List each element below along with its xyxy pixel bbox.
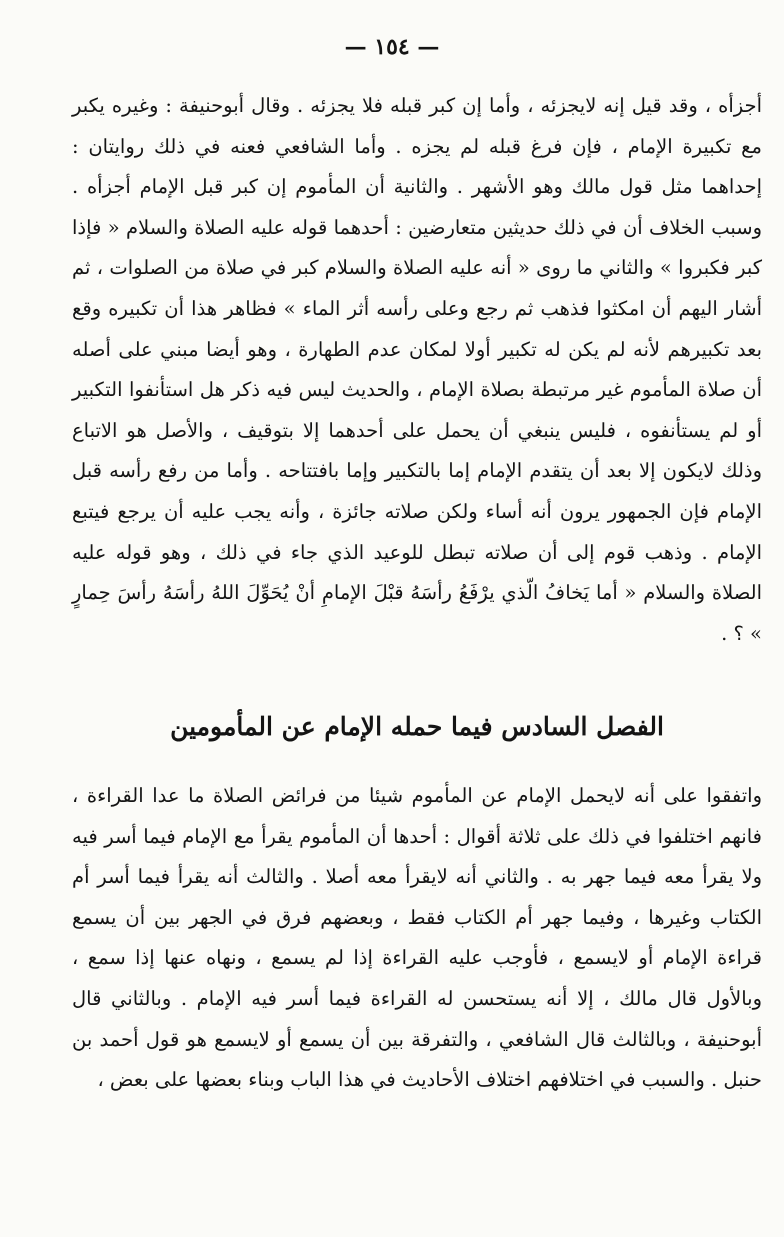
paragraph-1: أجزأه ، وقد قيل إنه لايجزئه ، وأما إن كبر قبله فلا يجزئه . وقال أبوحنيفة : وغيره يكبر مع تكبيرة الإمام ، فإن فرغ قبله لم يجزه . وأما الشافعي فعنه في ذلك روايتان : إحداهما مثل قول مالك وهو الأشهر . والثانية أن المأموم إن كبر قبل الإمام أجزأه . وسبب الخلاف أن في ذلك حديثين متعارضين : أحدهما قوله عليه الصلاة والسلام « فإذا كبر فكبروا » والثاني ما روى « أنه عليه الصلاة والسلام كبر في صلاة من الصلوات ، ثم أشار اليهم أن امكثوا فذهب ثم رجع وعلى رأسه أثر الماء » فظاهر هذا أن تكبيره وقع بعد تكبيرهم لأنه لم يكن له تكبير أولا لمكان عدم الطهارة ، وهو أيضا مبني على أصله أن صلاة المأموم غير مرتبطة بصلاة الإمام ، والحديث ليس فيه ذكر هل استأنفوا التكبير أو لم يستأنفوه ، فليس ينبغي أن يحمل على أحدهما إلا بتوقيف ، والأصل هو الاتباع وذلك لايكون إلا بعد أن يتقدم الإمام إما بالتكبير وإما بافتتاحه . وأما من رفع رأسه قبل الإمام فإن الجمهور يرون أنه أساء ولكن صلاته جائزة ، وأنه يجب عليه أن يرجع فيتبع الإمام . وذهب قوم إلى أن صلاته تبطل للوعيد الذي جاء في ذلك ، وهو قوله عليه الصلاة والسلام « أما يَخافُ الّذي يرْفَعُ رأسَهُ قبْلَ الإمامِ أنْ يُحَوِّلَ اللهُ رأسَهُ رأسَ حِمارٍ » ؟ . [72,94,762,645]
paragraph-2: واتفقوا على أنه لايحمل الإمام عن المأموم شيئا من فرائض الصلاة ما عدا القراءة ، فانهم اختلفوا في ذلك على ثلاثة أقوال : أحدها أن المأموم يقرأ مع الإمام فيما أسر فيه ولا يقرأ معه فيما جهر به . والثاني أنه لايقرأ معه أصلا . والثالث أنه يقرأ فيما أسر أم الكتاب وغيرها ، وفيما جهر أم الكتاب فقط ، وبعضهم فرق في الجهر بين أن يسمع قراءة الإمام أو لايسمع ، فأوجب عليه القراءة إذا لم يسمع ، ونهاه عنها إذا سمع ، وبالأول قال مالك ، إلا أنه يستحسن له القراءة فيما أسر فيه الإمام . وبالثاني قال أبوحنيفة ، وبالثالث قال الشافعي ، والتفرقة بين أن يسمع أو لايسمع هو قول أحمد بن حنبل . والسبب في اختلافهم اختلاف الأحاديث في هذا الباب وبناء بعضها على بعض ، [72,784,762,1092]
section-heading: الفصل السادس فيما حمله الإمام عن المأمومين [170,712,664,741]
page-number: — ١٥٤ — [344,34,440,60]
